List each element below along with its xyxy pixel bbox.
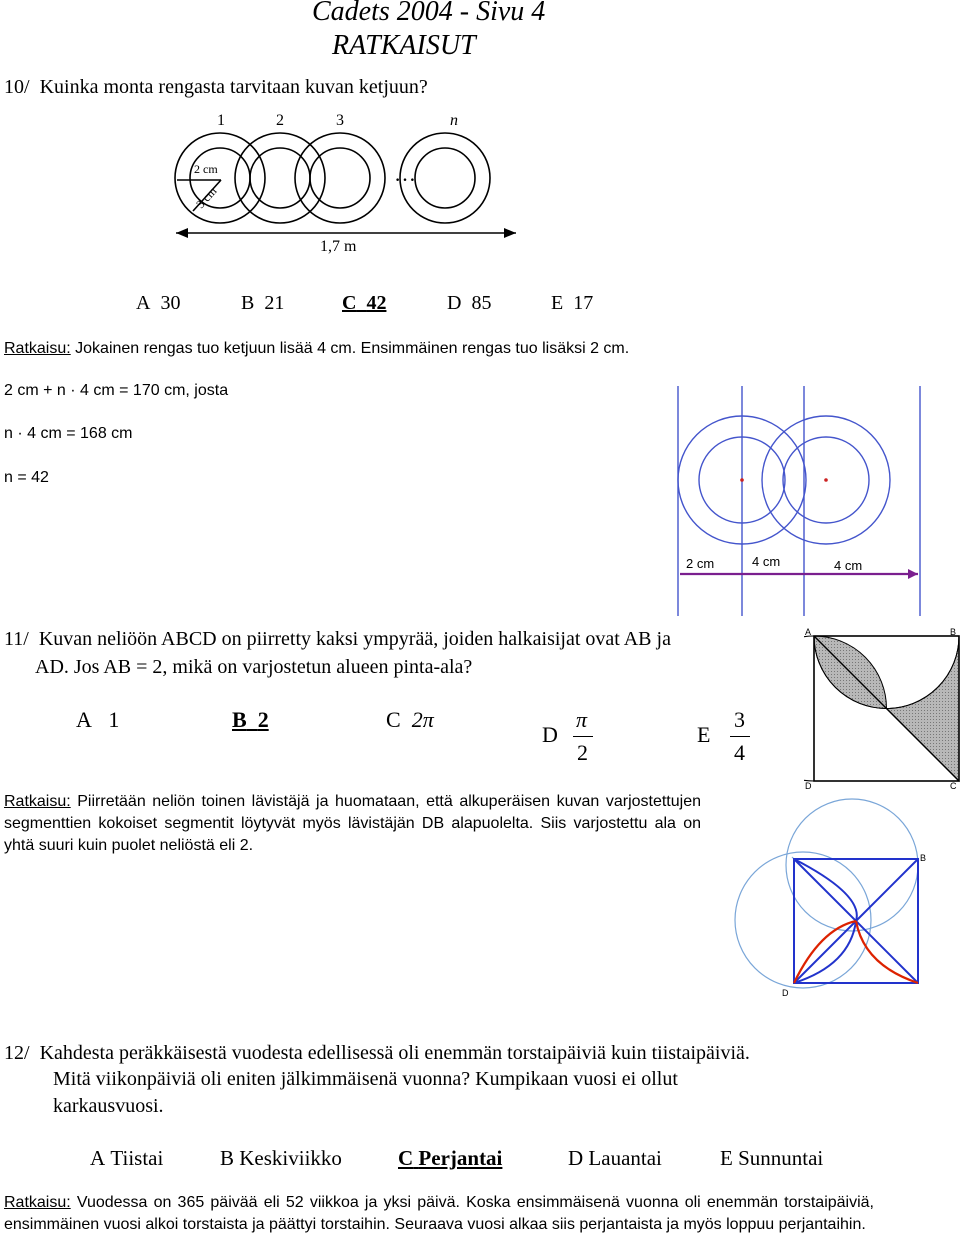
ring-3-inner: [310, 148, 370, 208]
q11-solution-text: Piirretään neliön toinen lävistäjä ja huomataan, että alkuperäisen kuvan varjostettujen segmenttien kokoiset segmentit löytyvät myös lävistäjän DB alapuolelta. Siis varjostettu ala on yhtä suuri kuin puolet neliöstä eli 2.: [4, 793, 701, 854]
q11-option-d-letter: D: [542, 722, 558, 747]
q10-option-b: B 21: [241, 292, 285, 314]
ring-n-inner: [415, 148, 475, 208]
q11-option-e-numerator: 3: [734, 707, 745, 732]
q12-option-e: E Sunnuntai: [720, 1146, 824, 1170]
ring-1-outer: [175, 133, 265, 223]
vertex-b: B: [950, 627, 957, 637]
ellipsis: …: [394, 161, 416, 186]
chain-label-1: 1: [217, 112, 225, 129]
chain-length-label: 1,7 m: [320, 238, 357, 255]
q11-option-d-numerator: π: [576, 707, 588, 732]
q11-number: 11/: [4, 628, 29, 650]
q10-number: 10/: [4, 76, 30, 98]
ring-2-outer: [235, 133, 325, 223]
chain-label-3: 3: [336, 112, 344, 129]
length-arrow-left: [176, 228, 188, 238]
page-subtitle: RATKAISUT: [332, 30, 476, 61]
q10-equation-2: n · 4 cm = 168 cm: [4, 425, 133, 442]
circle-ad-arc: [804, 636, 814, 781]
circle-1-center: [740, 478, 744, 482]
q11-option-b-correct: B 2: [232, 707, 269, 732]
measure-label-4cm-1: 4 cm: [752, 554, 781, 569]
q12-number: 12/: [4, 1042, 30, 1064]
q12-solution: [4, 1192, 874, 1236]
q12-solution-label: Ratkaisu:: [4, 1194, 71, 1211]
ring-3-outer: [295, 133, 385, 223]
solution-vertex-b: B: [920, 853, 927, 863]
chain-label-n: n: [450, 112, 458, 129]
circle-2-center: [824, 478, 828, 482]
q10-option-e: E 17: [551, 292, 594, 314]
q12-solution-text: Vuodessa on 365 päivää eli 52 viikkoa ja yksi päivä. Koska ensimmäisenä vuonna oli enemmän torstaipäiviä, ensimmäinen vuosi alkoi torstaista ja päättyi torstaihin. Seuraava vuosi alkaa siis perjantaista ja myös loppuu perjantaihin.: [4, 1194, 874, 1233]
q11-solution-label: Ratkaisu:: [4, 793, 71, 810]
q10-chain-figure: [160, 105, 530, 265]
page-title: Cadets 2004 - Sivu 4: [312, 0, 546, 27]
q12-option-d: D Lauantai: [568, 1146, 662, 1170]
vertex-d: D: [805, 781, 812, 790]
solution-vertex-d: D: [782, 988, 789, 998]
q10-solution-figure: [636, 386, 956, 618]
q12-option-b: B Keskiviikko: [220, 1146, 342, 1170]
q12-question-line-1: 12/ Kahdesta peräkkäisestä vuodesta edellisessä oli enemmän torstaipäiviä kuin tiistaipäiviä.: [4, 1042, 750, 1064]
q11-square-figure: [804, 626, 960, 790]
q11-option-e-fraction-bar: [730, 736, 750, 737]
vertex-c: C: [950, 781, 957, 790]
q10-solution: [4, 340, 629, 358]
q11-option-e-letter: E: [697, 722, 711, 747]
q10-question: [4, 76, 428, 99]
chain-label-2: 2: [276, 112, 284, 129]
q12-option-a: A Tiistai: [90, 1146, 164, 1170]
q11-option-c: C 2π: [386, 707, 434, 732]
q12-option-c-correct: C Perjantai: [398, 1146, 503, 1170]
q10-equation-3: n = 42: [4, 469, 49, 486]
inner-dimension-label: 2 cm: [194, 162, 218, 176]
q11-solution-figure: [724, 795, 960, 1005]
q12-question-line-3: karkausvuosi.: [53, 1095, 164, 1117]
q11-question-line-1: 11/ Kuvan neliöön ABCD on piirretty kaksi ympyrää, joiden halkaisijat ovat AB ja: [4, 628, 671, 650]
q10-equation-1: 2 cm + n · 4 cm = 170 cm, josta: [4, 382, 229, 399]
vertex-a: A: [805, 627, 812, 637]
q11-question-line-2: AD. Jos AB = 2, mikä on varjostetun alueen pinta-ala?: [35, 656, 473, 678]
q10-question-text: Kuinka monta rengasta tarvitaan kuvan ketjuun?: [39, 76, 428, 98]
q10-option-a: A 30: [136, 292, 181, 314]
measure-label-4cm-2: 4 cm: [834, 558, 863, 573]
q12-question-line-2: Mitä viikonpäiviä oli eniten jälkimmäisenä vuonna? Kumpikaan vuosi ei ollut: [53, 1068, 678, 1090]
outer-dimension-label: 3 cm: [193, 184, 220, 212]
length-arrow-right: [504, 228, 516, 238]
q10-option-c-correct: C 42: [342, 292, 387, 314]
q11-solution: [4, 791, 701, 857]
q11-option-e-denominator: 4: [734, 740, 745, 765]
q11-option-d-denominator: 2: [577, 740, 588, 765]
shaded-corner-region: [887, 636, 960, 781]
measure-arrow-head: [908, 569, 918, 579]
q11-option-a: A 1: [76, 707, 120, 732]
q10-option-d: D 85: [447, 292, 492, 314]
q11-option-d-fraction-bar: [573, 736, 593, 737]
measure-label-2cm: 2 cm: [686, 556, 715, 571]
q10-solution-text: Jokainen rengas tuo ketjuun lisää 4 cm. Ensimmäinen rengas tuo lisäksi 2 cm.: [70, 340, 630, 357]
q10-solution-label: Ratkaisu:: [4, 340, 71, 357]
